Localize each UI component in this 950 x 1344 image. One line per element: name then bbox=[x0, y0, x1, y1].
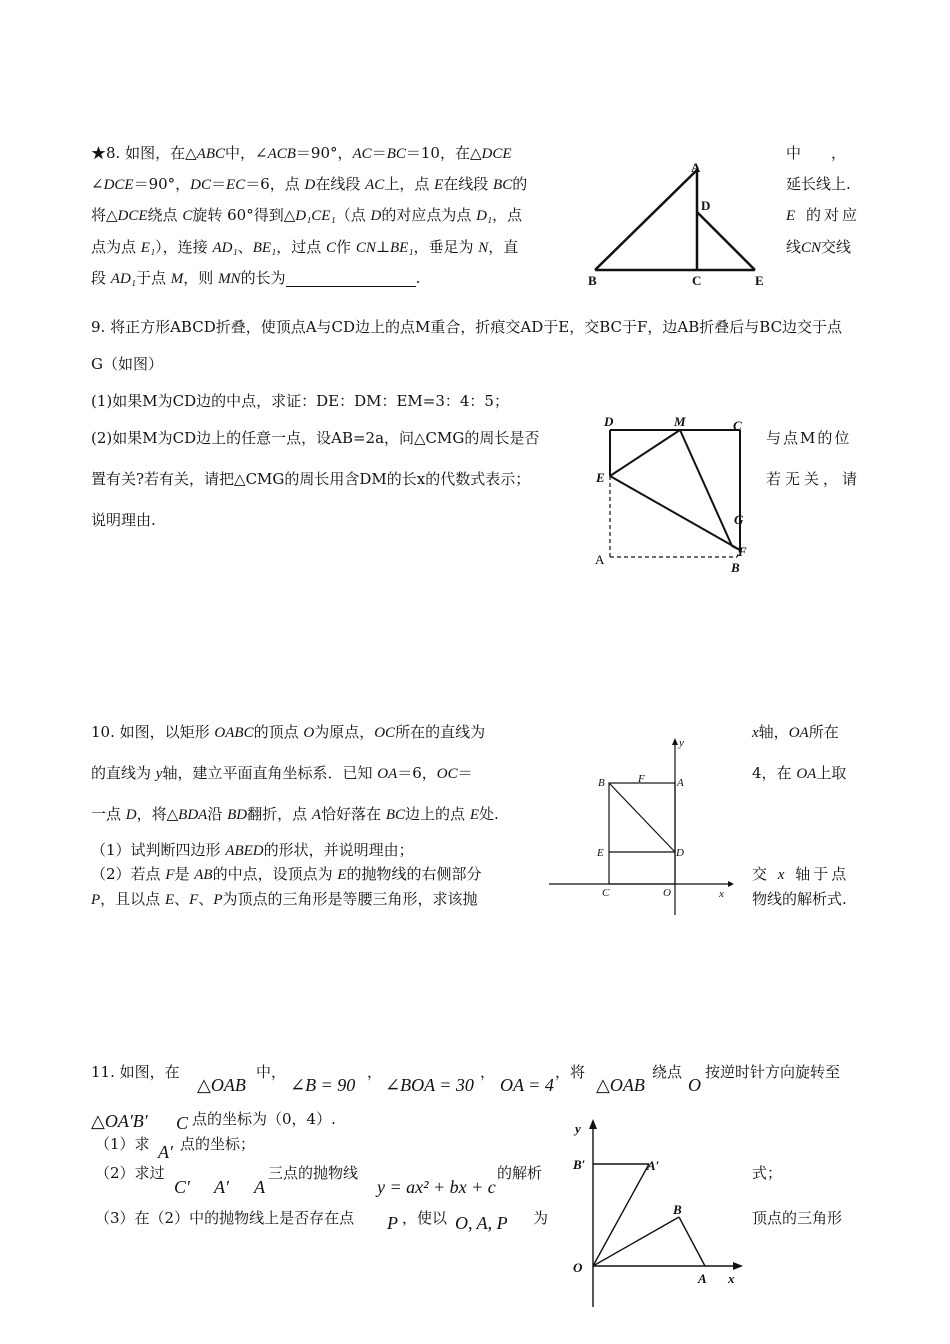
triangle-abc bbox=[595, 170, 697, 270]
q11-jiang: ，将 bbox=[555, 1063, 586, 1081]
q11-part2-right: 式； bbox=[752, 1164, 783, 1182]
label-o: O bbox=[573, 1260, 583, 1275]
q11-oap: O, A, P bbox=[455, 1213, 508, 1233]
q11-point-p: P bbox=[387, 1213, 398, 1233]
q10-coordinate-figure bbox=[545, 735, 735, 920]
q11-triangle-rotated: △OA′B′ bbox=[91, 1111, 148, 1131]
label-o: O bbox=[663, 887, 671, 899]
label-b: B bbox=[598, 777, 605, 789]
q11-rotation-figure bbox=[565, 1115, 750, 1315]
q10-line2: 的直线为 y轴，建立平面直角坐标系．已知 OA＝6，OC＝ bbox=[91, 764, 473, 782]
q11-part3-c: 为 bbox=[533, 1209, 549, 1227]
label-c: C bbox=[692, 273, 702, 288]
x-axis-arrow-icon bbox=[733, 1262, 743, 1270]
label-e: E bbox=[597, 847, 604, 859]
q9-part2-b-right: 若无关，请 bbox=[766, 470, 862, 488]
q11-point-c: C bbox=[176, 1113, 189, 1133]
q11-part2-c: 的解析 bbox=[497, 1164, 543, 1182]
q11-zhong: 中， bbox=[256, 1063, 287, 1081]
label-d: D bbox=[701, 198, 711, 213]
q11-part1-a: （1）求 bbox=[95, 1135, 150, 1153]
q9-line1: 9. 将正方形ABCD折叠，使顶点A与CD边上的点M重合，折痕交AD于E，交BC于F，边AB折叠后与BC边交于点 bbox=[91, 318, 843, 336]
rectangle-oabc bbox=[609, 783, 675, 884]
q10-line6-right: 物线的解析式. bbox=[752, 890, 847, 908]
q8-line2-right: 延长线上. bbox=[786, 175, 851, 193]
q9-line2: G（如图） bbox=[91, 355, 163, 373]
q11-triangle-oab: △OAB bbox=[197, 1075, 246, 1095]
star-icon: ★ bbox=[91, 144, 107, 162]
q11-a-prime-2: A′ bbox=[214, 1177, 229, 1197]
q10-line5-right: 交 x 轴于点 bbox=[752, 865, 850, 883]
q9-part2-a-right: 与点M的位 bbox=[766, 429, 852, 447]
label-a: A bbox=[677, 777, 684, 789]
q11-line1-a: 11. 如图，在 bbox=[91, 1063, 180, 1081]
q11-rotate: 按逆时针方向旋转至 bbox=[705, 1063, 841, 1081]
q10-line1-right: x轴，OA所在 bbox=[752, 723, 839, 741]
label-y: y bbox=[575, 1121, 581, 1136]
q8-line3: 将△DCE绕点 C旋转 60°得到△D₁CE₁（点 D的对应点为点 D₁，点 bbox=[91, 206, 523, 224]
q8-line2: ∠DCE＝90°，DC＝EC＝6，点 D在线段 AC上，点 E在线段 BC的 bbox=[91, 175, 528, 193]
label-e: E bbox=[755, 273, 764, 288]
label-a: A bbox=[698, 1271, 707, 1286]
q8-triangle-figure bbox=[585, 158, 775, 290]
label-e: E bbox=[596, 470, 605, 485]
label-f: F bbox=[638, 773, 645, 785]
q11-part3-a: （3）在（2）中的抛物线上是否存在点 bbox=[95, 1209, 355, 1227]
q11-part3-right: 顶点的三角形 bbox=[752, 1209, 843, 1227]
label-a: A bbox=[595, 552, 605, 567]
answer-blank[interactable] bbox=[286, 272, 416, 287]
q11-part2-b: 三点的抛物线 bbox=[268, 1164, 359, 1182]
label-a: A bbox=[691, 160, 701, 175]
label-d: D bbox=[676, 847, 684, 859]
q9-part2-c: 说明理由. bbox=[91, 511, 156, 529]
segment-b-a bbox=[679, 1217, 705, 1266]
q11-part2-a: （2）求过 bbox=[95, 1164, 165, 1182]
q11-c-coord: 点的坐标为（0，4）. bbox=[192, 1110, 336, 1128]
q10-line1: 10. 如图，以矩形 OABC的顶点 O为原点，OC所在的直线为 bbox=[91, 723, 486, 741]
q8-line3-right: E 的对应 bbox=[786, 206, 860, 224]
q11-oa: OA = 4 bbox=[500, 1075, 554, 1095]
label-g: G bbox=[734, 512, 744, 527]
line-de bbox=[697, 212, 755, 270]
x-axis-arrow-icon bbox=[728, 881, 734, 887]
label-b: B bbox=[731, 560, 740, 574]
q11-parabola-equation: y = ax² + bx + c bbox=[377, 1177, 496, 1197]
q10-line5: （2）若点 F是 AB的中点，设顶点为 E的抛物线的右侧部分 bbox=[91, 865, 482, 883]
q11-comma-1: ， bbox=[367, 1063, 383, 1081]
q8-line4: 点为点 E₁），连接 AD₁、BE₁，过点 C作 CN⊥BE₁，垂足为 N，直 bbox=[91, 238, 519, 256]
line-bd bbox=[609, 783, 675, 852]
label-b: B bbox=[588, 273, 597, 288]
q8-line5: 段 AD₁于点 M，则 MN的长为 . bbox=[91, 269, 421, 287]
fold-mg bbox=[680, 430, 732, 546]
q11-angle-boa: ∠BOA = 30 bbox=[385, 1075, 474, 1095]
q11-part1-b: 点的坐标； bbox=[180, 1135, 256, 1153]
label-d: D bbox=[604, 414, 614, 429]
q10-line6: P，且以点 E、F、P为顶点的三角形是等腰三角形，求该抛 bbox=[91, 890, 478, 908]
q9-fold-figure bbox=[592, 414, 762, 574]
q11-point-a: A bbox=[254, 1177, 265, 1197]
fold-em bbox=[610, 430, 680, 476]
q11-part3-b: ，使以 bbox=[402, 1209, 448, 1227]
q10-line2-right: 4，在 OA上取 bbox=[752, 764, 847, 782]
q9-part2-a: (2)如果M为CD边上的任意一点，设AB=2a，问△CMG的周长是否 bbox=[91, 429, 540, 447]
q9-part2-b: 置有关?若有关，请把△CMG的周长用含DM的长x的代数式表示； bbox=[91, 470, 531, 488]
q8-line1-right: 中 ， bbox=[786, 144, 847, 162]
q8-line1: ★8. 如图，在△ABC中，∠ACB＝90°，AC＝BC＝10，在△DCE bbox=[91, 144, 512, 162]
label-x: x bbox=[728, 1271, 735, 1286]
label-m: M bbox=[674, 414, 686, 429]
label-f: F bbox=[738, 544, 747, 559]
label-b: B bbox=[673, 1202, 682, 1217]
q11-angle-b: ∠B = 90 bbox=[290, 1075, 356, 1095]
q11-a-prime: A′ bbox=[158, 1142, 173, 1162]
q11-comma-2: ， bbox=[480, 1063, 496, 1081]
label-a-prime: A′ bbox=[647, 1158, 660, 1173]
q11-point-o: O bbox=[688, 1075, 701, 1095]
q8-line4-right: 线CN交线 bbox=[786, 238, 852, 256]
q10-line4: （1）试判断四边形 ABED的形状，并说明理由； bbox=[91, 841, 414, 859]
label-c: C bbox=[602, 887, 610, 899]
crease-ef bbox=[610, 476, 740, 550]
q10-line3: 一点 D，将△BDA沿 BD翻折，点 A恰好落在 BC边上的点 E处. bbox=[91, 805, 499, 823]
q11-raodian: 绕点 bbox=[652, 1063, 683, 1081]
q11-c-prime: C′ bbox=[174, 1177, 190, 1197]
q9-part1: (1)如果M为CD边的中点，求证：DE：DM：EM=3：4：5； bbox=[91, 392, 509, 410]
label-c: C bbox=[733, 418, 742, 433]
q11-triangle-oab-2: △OAB bbox=[596, 1075, 645, 1095]
label-x: x bbox=[719, 888, 724, 900]
label-b-prime: B′ bbox=[573, 1157, 586, 1172]
y-axis-arrow-icon bbox=[672, 738, 678, 745]
label-y: y bbox=[679, 737, 684, 749]
y-axis-arrow-icon bbox=[589, 1119, 597, 1129]
